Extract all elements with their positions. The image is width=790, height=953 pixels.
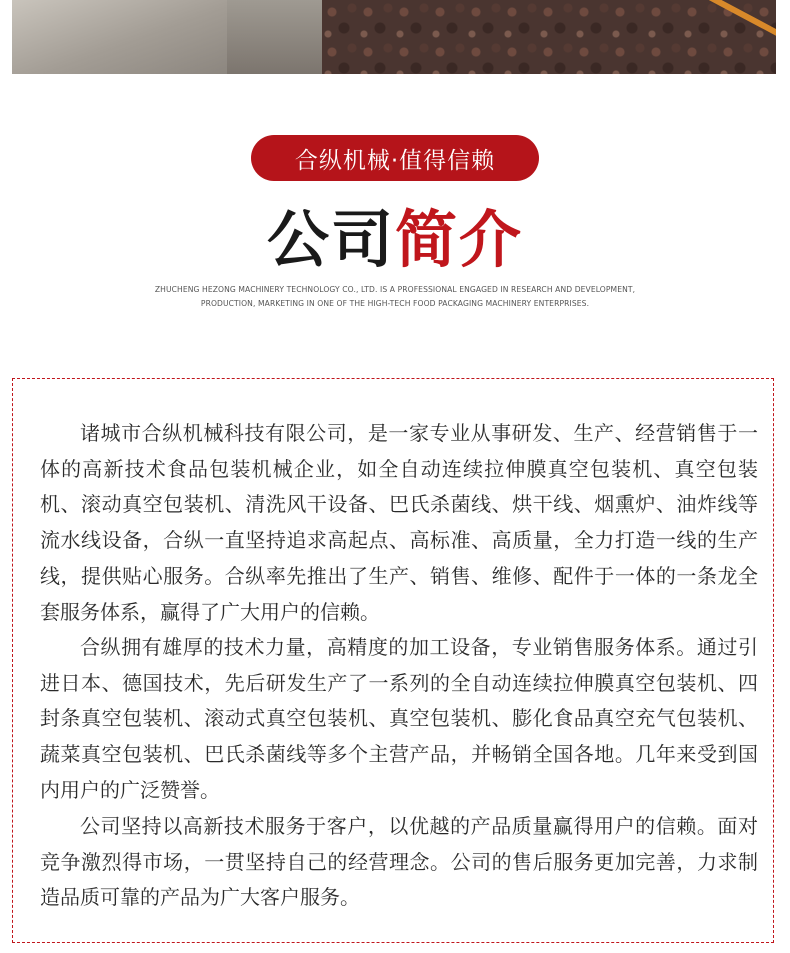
banner-photo xyxy=(12,0,776,74)
paragraph-intro: 诸城市合纵机械科技有限公司，是一家专业从事研发、生产、经营销售于一体的高新技术食品包装机械企业，如全自动连续拉伸膜真空包装机、真空包装机、滚动真空包装机、清洗风干设备、巴氏杀菌线、烘干线、烟熏炉、油炸线等流水线设备，合纵一直坚持追求高起点、高标准、高质量，全力打造一线的生产线，提供贴心服务。合纵率先推出了生产、销售、维修、配件于一体的一条龙全套服务体系，赢得了广大用户的信赖。 xyxy=(40,421,758,624)
subtitle-line-2: PRODUCTION, MARKETING IN ONE OF THE HIGH-TECH FOOD PACKAGING MACHINERY ENTERPRISES. xyxy=(200,299,590,308)
photo-wall xyxy=(227,0,325,74)
page-title xyxy=(0,194,790,274)
tagline-badge: 合纵机械·值得信赖 xyxy=(251,135,539,181)
title-black-part: 公司 xyxy=(266,202,395,276)
paragraph-technology: 合纵拥有雄厚的技术力量，高精度的加工设备，专业销售服务体系。通过引进日本、德国技术，先后研发生产了一系列的全自动连续拉伸膜真空包装机、四封条真空包装机、滚动式真空包装机、真空包装机、膨化食品真空充气包装机、蔬菜真空包装机、巴氏杀菌线等多个主营产品，并畅销全国各地。几年来受到国内用户的广泛赞誉。 xyxy=(40,635,758,802)
subtitle-line-1: ZHUCHENG HEZONG MACHINERY TECHNOLOGY CO., LTD. IS A PROFESSIONAL ENGAGED IN RESEARCH AND DEVELOPMENT, xyxy=(154,285,636,294)
photo-floor xyxy=(12,0,227,74)
paragraph-service: 公司坚持以高新技术服务于客户，以优越的产品质量赢得用户的信赖。面对竞争激烈得市场，一贯坚持自己的经营理念。公司的售后服务更加完善，力求制造品质可靠的产品为广大客户服务。 xyxy=(40,814,758,910)
title-red-part: 简介 xyxy=(395,202,524,276)
photo-stones xyxy=(322,0,776,74)
